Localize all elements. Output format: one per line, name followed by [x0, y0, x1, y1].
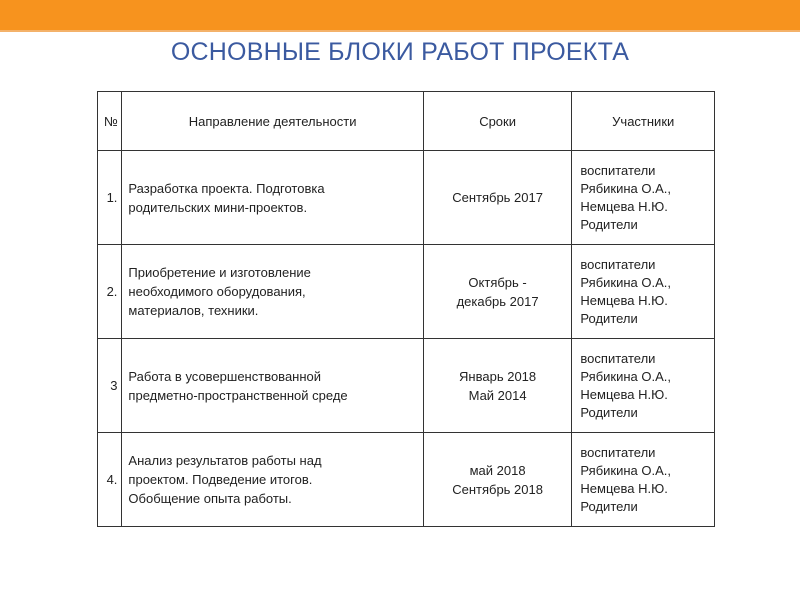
- dates-line: декабрь 2017: [456, 293, 539, 309]
- row-members: [572, 339, 715, 433]
- member-line: Родители: [580, 216, 638, 232]
- row-dates: [423, 339, 572, 433]
- member-line: Рябикина О.А.,: [580, 462, 671, 478]
- direction-line: Обобщение опыта работы.: [128, 491, 292, 506]
- member-line: воспитатели: [580, 256, 656, 272]
- member-line: воспитатели: [580, 350, 656, 366]
- table-row: [98, 151, 715, 245]
- row-direction: [122, 245, 423, 339]
- row-dates: [423, 433, 572, 527]
- dates-line: Сентябрь 2017: [452, 190, 543, 205]
- row-number: 2.: [98, 245, 122, 339]
- header-members: Участники: [572, 92, 715, 151]
- row-direction: [122, 433, 423, 527]
- table-row: [98, 245, 715, 339]
- member-line: Родители: [580, 498, 638, 514]
- member-line: Рябикина О.А.,: [580, 368, 671, 384]
- dates-line: Май 2014: [468, 387, 527, 403]
- top-accent-bar: [0, 0, 800, 32]
- direction-line: Анализ результатов работы над: [128, 453, 322, 468]
- row-members: [572, 245, 715, 339]
- direction-line: Разработка проекта. Подготовка: [128, 180, 325, 196]
- header-direction: Направление деятельности: [122, 92, 423, 151]
- row-dates: [423, 245, 572, 339]
- member-line: Немцева Н.Ю.: [580, 480, 668, 496]
- header-num: №: [98, 92, 122, 151]
- project-blocks-table: [97, 91, 715, 527]
- member-line: Немцева Н.Ю.: [580, 292, 668, 308]
- direction-line: Приобретение и изготовление: [128, 265, 311, 280]
- member-line: воспитатели: [580, 444, 656, 460]
- dates-line: Октябрь -: [468, 274, 527, 290]
- direction-line: необходимого оборудования,: [128, 284, 306, 299]
- header-dates: Сроки: [423, 92, 572, 151]
- row-number: 1.: [98, 151, 122, 245]
- table-row: [98, 433, 715, 527]
- direction-line: проектом. Подведение итогов.: [128, 472, 313, 487]
- dates-line: май 2018: [469, 462, 526, 478]
- row-members: [572, 151, 715, 245]
- row-number: 3: [98, 339, 122, 433]
- direction-line: материалов, техники.: [128, 303, 259, 318]
- row-number: 4.: [98, 433, 122, 527]
- direction-line: Работа в усовершенствованной: [128, 368, 322, 384]
- page-title: ОСНОВНЫЕ БЛОКИ РАБОТ ПРОЕКТА: [170, 38, 630, 66]
- member-line: Родители: [580, 310, 638, 326]
- member-line: воспитатели: [580, 162, 656, 178]
- member-line: Немцева Н.Ю.: [580, 198, 668, 214]
- direction-line: родительских мини-проектов.: [128, 199, 308, 215]
- table-header-row: [98, 92, 715, 151]
- member-line: Немцева Н.Ю.: [580, 386, 668, 402]
- member-line: Родители: [580, 404, 638, 420]
- member-line: Рябикина О.А.,: [580, 180, 671, 196]
- row-members: [572, 433, 715, 527]
- row-dates: [423, 151, 572, 245]
- dates-line: Сентябрь 2018: [452, 481, 543, 497]
- dates-line: Январь 2018: [459, 368, 537, 384]
- table-row: [98, 339, 715, 433]
- row-direction: [122, 339, 423, 433]
- row-direction: [122, 151, 423, 245]
- member-line: Рябикина О.А.,: [580, 274, 671, 290]
- direction-line: предметно-пространственной среде: [128, 387, 348, 403]
